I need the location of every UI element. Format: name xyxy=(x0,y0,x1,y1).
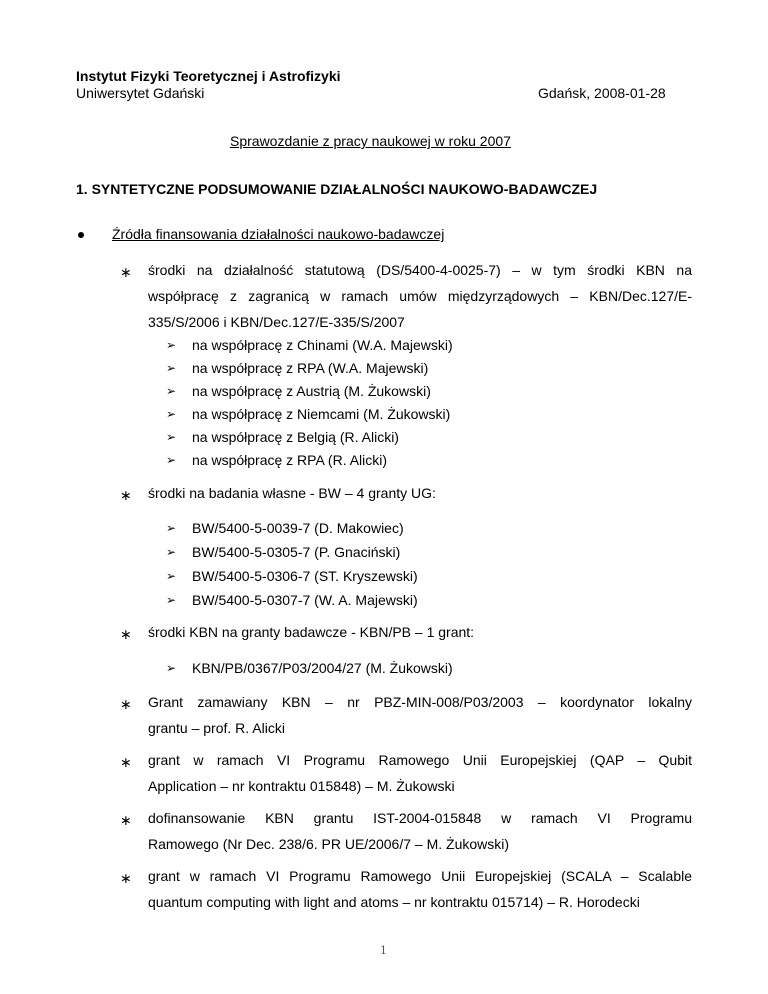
eu-scala-line-1: grant w ramach VI Programu Ramowego Unii Europejskiej (SCALA – Scalable xyxy=(148,868,692,884)
round-bullet-icon xyxy=(78,232,84,238)
list-item: na współpracę z RPA (W.A. Majewski) xyxy=(192,360,429,376)
arrow-bullet-icon: ➢ xyxy=(166,545,177,559)
statutory-line-2: współpracę z zagranicą w ramach umów międzyrządowych – KBN/Dec.127/E- xyxy=(148,288,692,304)
arrow-bullet-icon: ➢ xyxy=(166,593,177,607)
arrow-bullet-icon: ➢ xyxy=(166,453,177,467)
page-number: 1 xyxy=(380,944,387,957)
arrow-bullet-icon: ➢ xyxy=(166,430,177,444)
arrow-bullet-icon: ➢ xyxy=(166,407,177,421)
star-bullet-icon: ∗ xyxy=(120,696,132,712)
star-bullet-icon: ∗ xyxy=(120,264,132,280)
kbn-grants-line: środki KBN na granty badawcze - KBN/PB – 1 grant: xyxy=(148,624,475,640)
list-item: na współpracę z Austrią (M. Żukowski) xyxy=(192,383,431,399)
statutory-line-3: 335/S/2006 i KBN/Dec.127/E-335/S/2007 xyxy=(148,314,405,330)
list-item: na współpracę z Chinami (W.A. Majewski) xyxy=(192,337,453,353)
arrow-bullet-icon: ➢ xyxy=(166,384,177,398)
statutory-line-1: środki na działalność statutową (DS/5400-4-0025-7) – w tym środki KBN na xyxy=(148,262,692,278)
list-item: BW/5400-5-0307-7 (W. A. Majewski) xyxy=(192,592,418,608)
cofinancing-line-1: dofinansowanie KBN grantu IST-2004-015848 w ramach VI Programu xyxy=(148,810,692,826)
arrow-bullet-icon: ➢ xyxy=(166,569,177,583)
eu-qap-line-2: Application – nr kontraktu 015848) – M. Żukowski xyxy=(148,778,455,794)
institute-name: Instytut Fizyki Teoretycznej i Astrofizyki xyxy=(76,68,341,84)
list-item: BW/5400-5-0306-7 (ST. Kryszewski) xyxy=(192,568,418,584)
list-item: BW/5400-5-0305-7 (P. Gnaciński) xyxy=(192,544,401,560)
list-item: na współpracę z Niemcami (M. Żukowski) xyxy=(192,406,451,422)
star-bullet-icon: ∗ xyxy=(120,754,132,770)
funding-heading: Źródła finansowania działalności naukowo-badawczej xyxy=(112,226,445,242)
arrow-bullet-icon: ➢ xyxy=(166,361,177,375)
place-date: Gdańsk, 2008-01-28 xyxy=(538,85,666,101)
arrow-bullet-icon: ➢ xyxy=(166,661,177,675)
ordered-grant-line-1: Grant zamawiany KBN – nr PBZ-MIN-008/P03/2003 – koordynator lokalny xyxy=(148,694,692,710)
section-title: 1. SYNTETYCZNE PODSUMOWANIE DZIAŁALNOŚCI NAUKOWO-BADAWCZEJ xyxy=(76,181,598,197)
list-item: na współpracę z RPA (R. Alicki) xyxy=(192,452,388,468)
arrow-bullet-icon: ➢ xyxy=(166,338,177,352)
list-item: BW/5400-5-0039-7 (D. Makowiec) xyxy=(192,520,404,536)
arrow-bullet-icon: ➢ xyxy=(166,521,177,535)
eu-scala-line-2: quantum computing with light and atoms – nr kontraktu 015714) – R. Horodecki xyxy=(148,894,640,910)
eu-qap-line-1: grant w ramach VI Programu Ramowego Unii Europejskiej (QAP – Qubit xyxy=(148,752,692,768)
university-name: Uniwersytet Gdański xyxy=(76,85,205,101)
cofinancing-line-2: Ramowego (Nr Dec. 238/6. PR UE/2006/7 – M. Żukowski) xyxy=(148,836,510,852)
star-bullet-icon: ∗ xyxy=(120,870,132,886)
list-item: KBN/PB/0367/P03/2004/27 (M. Żukowski) xyxy=(192,660,453,676)
own-research-line: środki na badania własne - BW – 4 granty UG: xyxy=(148,485,436,501)
star-bullet-icon: ∗ xyxy=(120,487,132,503)
star-bullet-icon: ∗ xyxy=(120,626,132,642)
report-title: Sprawozdanie z pracy naukowej w roku 2007 xyxy=(230,133,511,149)
star-bullet-icon: ∗ xyxy=(120,812,132,828)
list-item: na współpracę z Belgią (R. Alicki) xyxy=(192,429,399,445)
ordered-grant-line-2: grantu – prof. R. Alicki xyxy=(148,720,285,736)
